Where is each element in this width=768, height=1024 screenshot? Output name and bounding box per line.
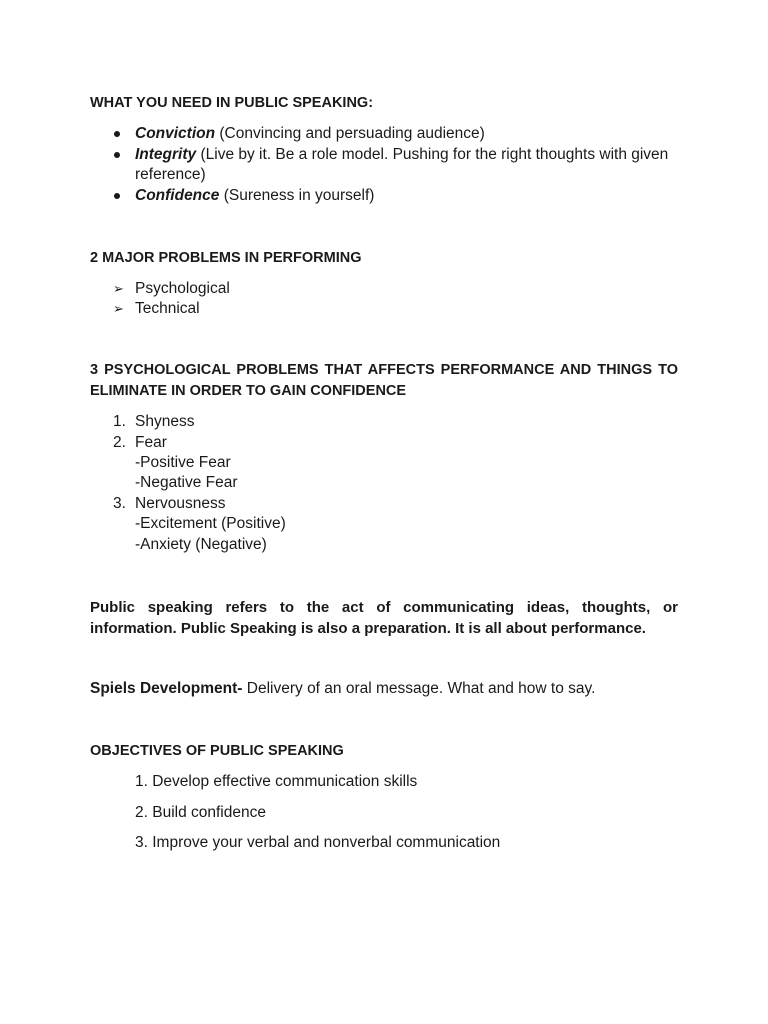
arrow-bullet-icon: ➢: [113, 301, 124, 316]
sub-item-anxiety: -Anxiety (Negative): [135, 536, 267, 553]
list-item-confidence: [135, 186, 374, 207]
list-item-nervousness: Nervousness: [135, 495, 226, 512]
objective-item: 2. Build confidence: [135, 804, 266, 821]
spiels-desc: Delivery of an oral message. What and how to say.: [242, 680, 596, 697]
spiels-development-line: [90, 679, 595, 700]
desc-conviction: (Convincing and persuading audience): [215, 125, 485, 142]
section-heading-objectives: OBJECTIVES OF PUBLIC SPEAKING: [90, 743, 344, 759]
definition-paragraph: Public speaking refers to the act of communicating ideas, thoughts, or information. Public Speaking is also a preparation. It is all about performance.: [90, 599, 678, 637]
arrow-bullet-icon: ➢: [113, 281, 124, 296]
section-heading-major-problems: 2 MAJOR PROBLEMS IN PERFORMING: [90, 250, 362, 266]
term-conviction: Conviction: [135, 125, 216, 142]
list-item-fear: Fear: [135, 434, 167, 451]
sub-item-negative-fear: -Negative Fear: [135, 474, 238, 491]
list-item-integrity: [135, 145, 668, 166]
desc-confidence: (Sureness in yourself): [219, 187, 375, 204]
list-item-psychological: Psychological: [135, 280, 230, 297]
list-number: 1.: [113, 413, 126, 430]
sub-item-excitement: -Excitement (Positive): [135, 515, 286, 532]
list-item-shyness: Shyness: [135, 413, 195, 430]
list-item-conviction: [135, 124, 485, 145]
bullet-icon: [114, 131, 120, 137]
bullet-icon: [114, 152, 120, 158]
objective-item: 3. Improve your verbal and nonverbal communication: [135, 834, 501, 851]
list-item-integrity-continued: reference): [135, 166, 206, 183]
spiels-term: Spiels Development-: [90, 680, 243, 697]
sub-item-positive-fear: -Positive Fear: [135, 454, 231, 471]
bullet-icon: [114, 193, 120, 199]
list-number: 3.: [113, 495, 126, 512]
list-item-technical: Technical: [135, 300, 200, 317]
section-heading-what-you-need: WHAT YOU NEED IN PUBLIC SPEAKING:: [90, 95, 374, 111]
term-confidence: Confidence: [135, 187, 220, 204]
list-number: 2.: [113, 434, 126, 451]
desc-integrity: (Live by it. Be a role model. Pushing for the right thoughts with given: [196, 146, 669, 163]
section-heading-psychological-problems: 3 PSYCHOLOGICAL PROBLEMS THAT AFFECTS PERFORMANCE AND THINGS TO ELIMINATE IN ORDER TO GAIN CONFIDENCE: [90, 362, 678, 399]
objective-item: 1. Develop effective communication skills: [135, 773, 418, 790]
term-integrity: Integrity: [135, 146, 197, 163]
